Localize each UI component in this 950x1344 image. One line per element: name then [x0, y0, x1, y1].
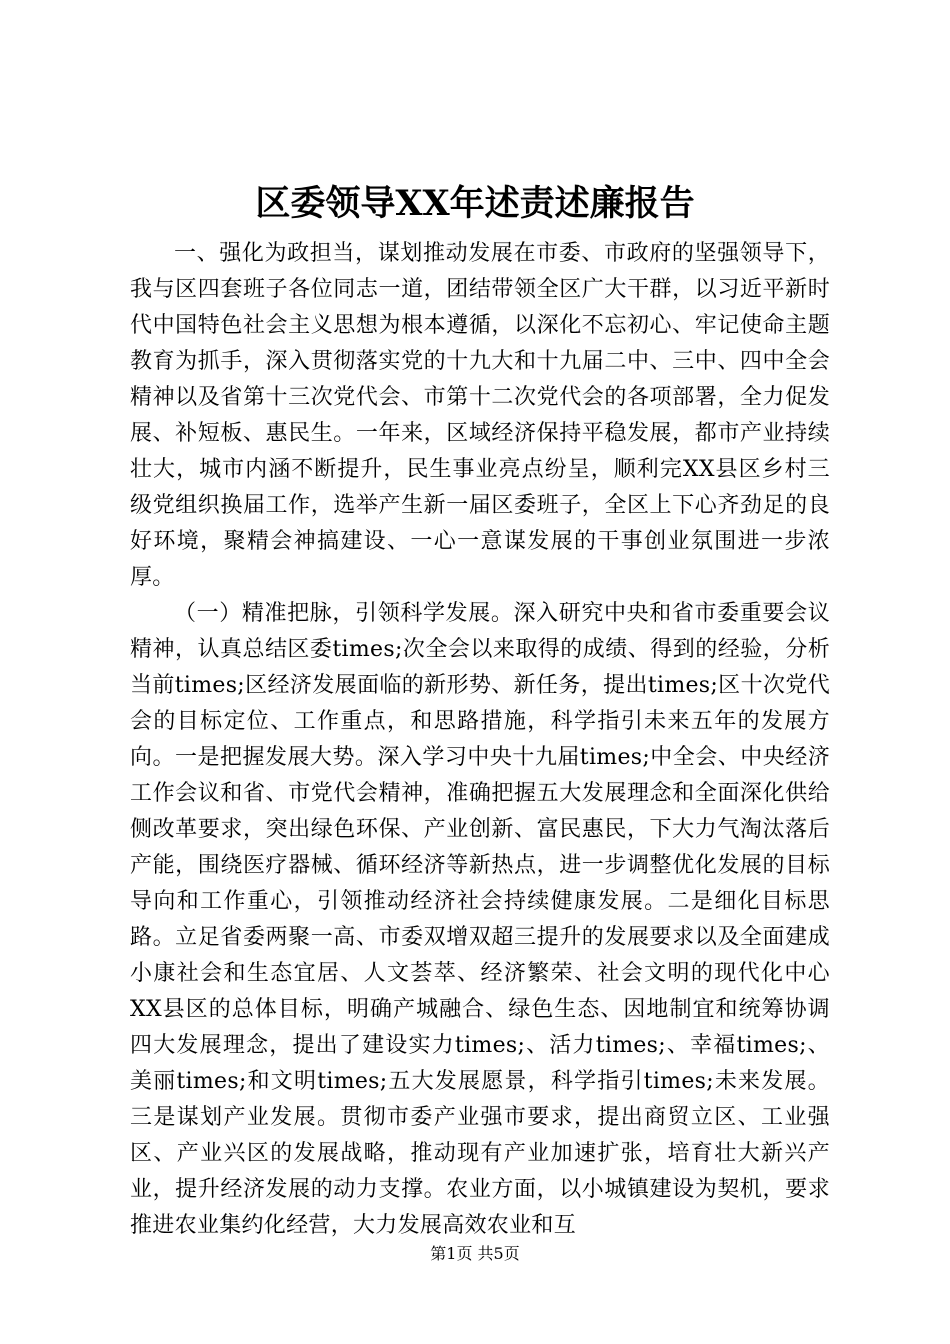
document-title: 区委领导XX年述责述廉报告 [255, 183, 695, 224]
paragraph: 一、强化为政担当，谋划推动发展在市委、市政府的坚强领导下，我与区四套班子各位同志一道，团结带领全区广大干群，以习近平新时代中国特色社会主义思想为根本遵循，以深化不忘初心、牢记使命主题教育为抓手，深入贯彻落实党的十九大和十九届二中、三中、四中全会精神以及省第十三次党代会、市第十二次党代会的各项部署，全力促发展、补短板、惠民生。一年来，区域经济保持平稳发展，都市产业持续壮大，城市内涵不断提升，民生事业亮点纷呈，顺利完XX县区乡村三级党组织换届工作，选举产生新一届区委班子，全区上下心齐劲足的良好环境，聚精会神搞建设、一心一意谋发展的干事创业氛围进一步浓厚。 [130, 241, 830, 590]
paragraph: （一）精准把脉，引领科学发展。深入研究中央和省市委重要会议精神，认真总结区委times;次全会以来取得的成绩、得到的经验，分析当前times;区经济发展面临的新形势、新任务，提出times;区十次党代会的目标定位、工作重点，和思路措施，科学指引未来五年的发展方向。一是把握发展大势。深入学习中央十九届times;中全会、中央经济工作会议和省、市党代会精神，准确把握五大发展理念和全面深化供给侧改革要求，突出绿色环保、产业创新、富民惠民，下大力气淘汰落后产能，围绕医疗器械、循环经济等新热点，进一步调整优化发展的目标导向和工作重心，引领推动经济社会持续健康发展。二是细化目标思路。立足省委两聚一高、市委双增双超三提升的发展要求以及全面建成小康社会和生态宜居、人文荟萃、经济繁荣、社会文明的现代化中心XX县区的总体目标，明确产城融合、绿色生态、因地制宜和统筹协调四大发展理念，提出了建设实力times;、活力times;、幸福times;、美丽times;和文明times;五大发展愿景，科学指引times;未来发展。三是谋划产业发展。贯彻市委产业强市要求，提出商贸立区、工业强区、产业兴区的发展战略，推动现有产业加速扩张，培育壮大新兴产业，提升经济发展的动力支撑。农业方面，以小城镇建设为契机，要求推进农业集约化经营，大力发展高效农业和互 [130, 601, 830, 1238]
page-number-footer: 第1页 共5页 [430, 1244, 520, 1263]
document-body [130, 236, 830, 1244]
